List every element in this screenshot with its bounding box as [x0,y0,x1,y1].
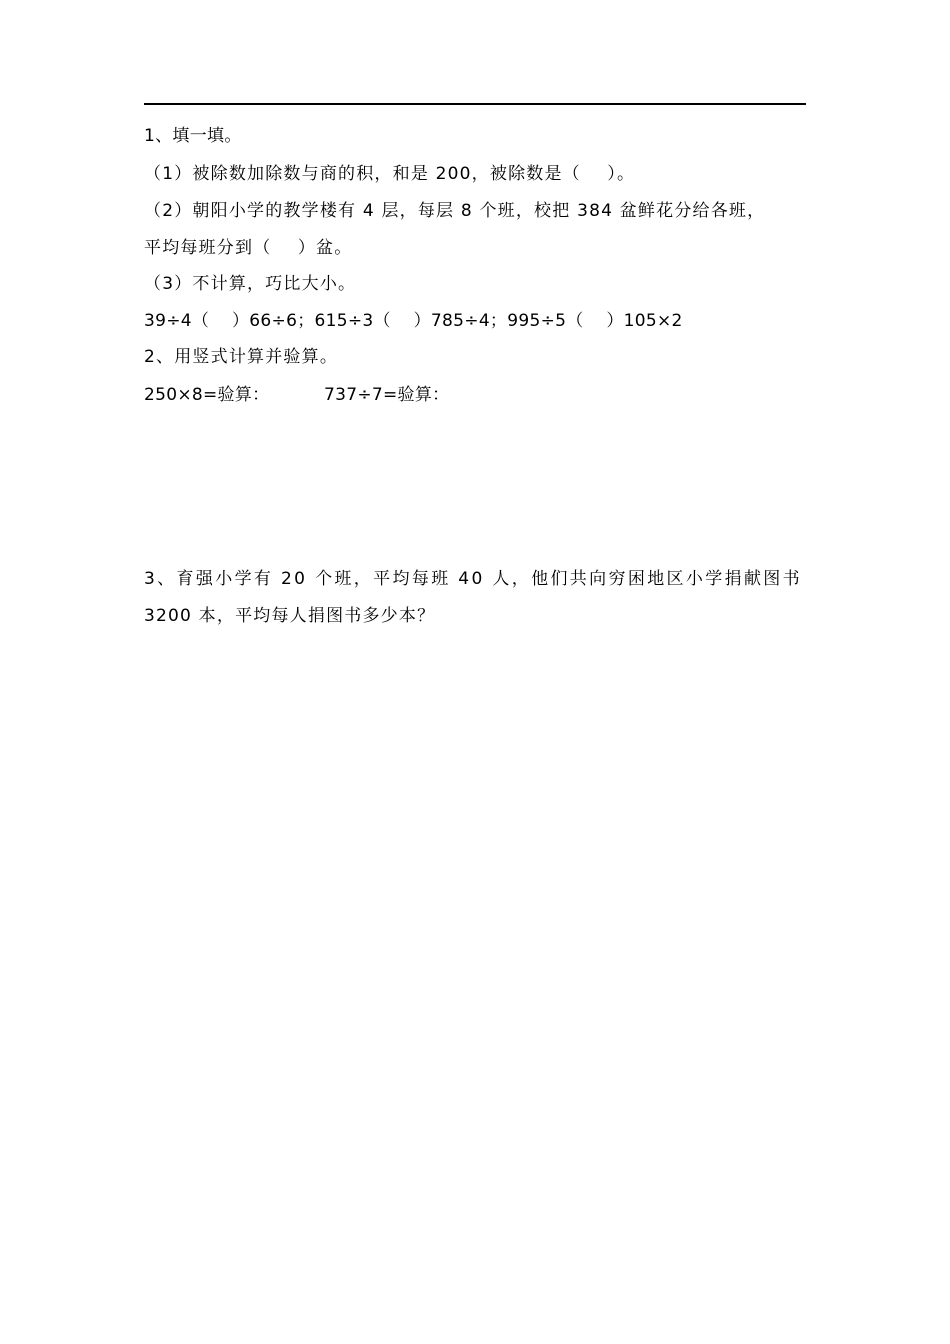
q3-line2: 3200 本，平均每人捐图书多少本？ [144,606,436,626]
q2-heading: 2、用竖式计算并验算。 [144,347,339,367]
q2-calc1: 250×8=验算： [144,385,270,405]
header-rule [144,103,806,105]
q1-item1: （1）被除数加除数与商的积，和是 200，被除数是（ ）。 [144,164,636,184]
q1-compare-line: 39÷4（ ）66÷6；615÷3（ ）785÷4；995÷5（ ）105×2 [144,311,683,331]
q3-line1: 3、育强小学有 20 个班，平均每班 40 人，他们共向穷困地区小学捐献图书 [144,569,802,589]
q1-heading: 1、填一填。 [144,126,242,146]
q2-calc2: 737÷7=验算： [324,385,450,405]
q1-item3: （3）不计算，巧比大小。 [144,274,357,294]
q1-item2-line2: 平均每班分到（ ）盆。 [144,238,353,258]
q1-item2-line1: （2）朝阳小学的教学楼有 4 层，每层 8 个班，校把 384 盆鲜花分给各班， [144,201,766,221]
